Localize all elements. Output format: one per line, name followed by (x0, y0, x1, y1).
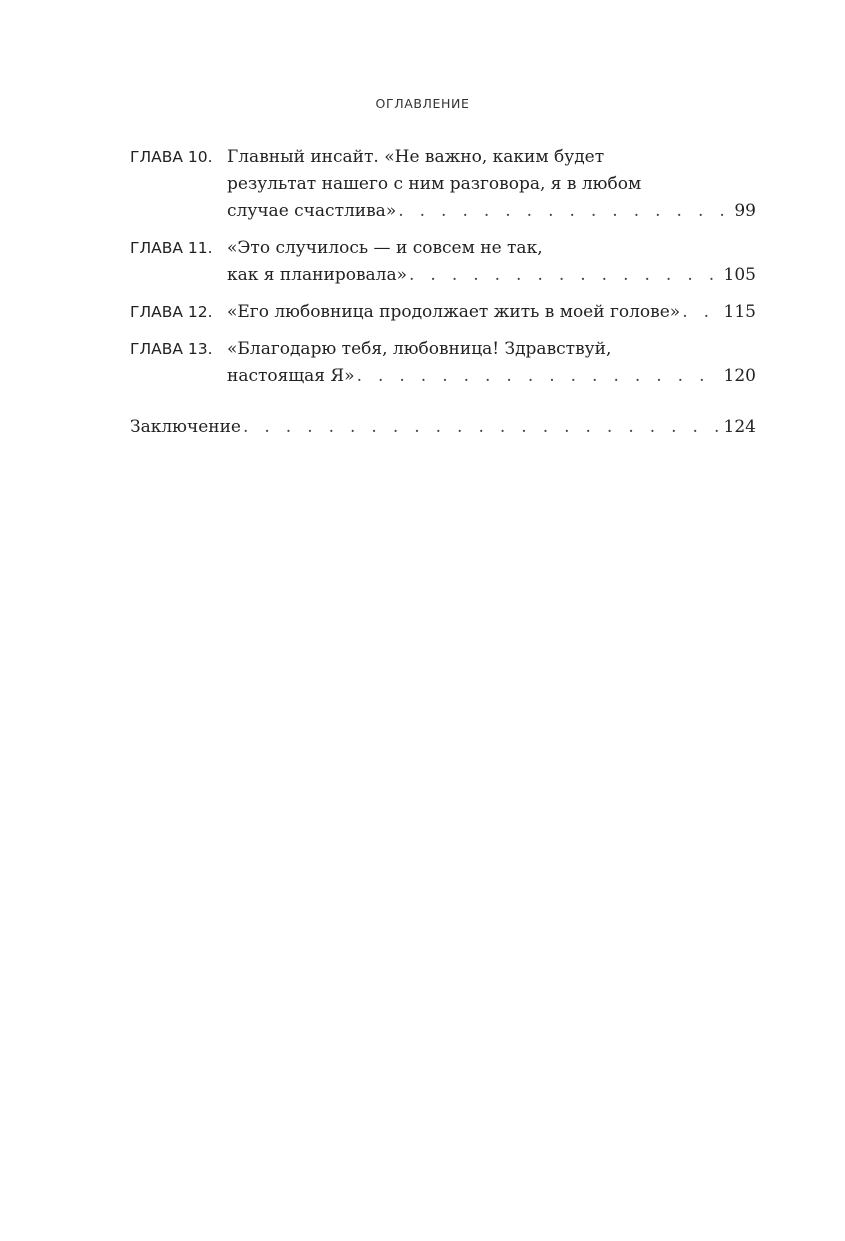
conclusion-line (130, 414, 756, 441)
chapter-title-line: результат нашего с ним разговора, я в любом (227, 174, 642, 194)
toc-entry-chapter-10 (130, 144, 756, 225)
chapter-title-last-line (227, 262, 756, 289)
dot-leader (682, 299, 719, 326)
chapter-title-line: Главный инсайт. «Не важно, каким будет (227, 147, 605, 167)
chapter-title-line: настоящая Я» (227, 366, 355, 386)
chapter-title-line: «Его любовница продолжает жить в моей голове» (227, 302, 681, 322)
toc-entry-chapter-11 (130, 235, 756, 289)
table-of-contents (130, 144, 756, 441)
page-number: 105 (723, 265, 756, 285)
chapter-title-last-line (227, 363, 756, 390)
chapter-label: ГЛАВА 12. (130, 303, 213, 321)
page-number: 115 (723, 302, 756, 322)
dot-leader (243, 414, 720, 441)
chapter-title (227, 144, 756, 225)
dot-leader (398, 198, 730, 225)
chapter-title-line: случае счастлива» (227, 201, 397, 221)
dot-leader (357, 363, 720, 390)
chapter-title (227, 336, 756, 390)
toc-entry-conclusion (130, 414, 756, 441)
dot-leader (409, 262, 720, 289)
chapter-title-last-line (227, 299, 756, 326)
page-number: 120 (723, 366, 756, 386)
chapter-label: ГЛАВА 11. (130, 239, 213, 257)
conclusion-label: Заключение (130, 417, 241, 437)
page-number: 124 (723, 417, 756, 437)
chapter-label: ГЛАВА 10. (130, 148, 213, 166)
chapter-title-line: «Благодарю тебя, любовница! Здравствуй, (227, 339, 612, 359)
chapter-title-line: как я планировала» (227, 265, 408, 285)
chapter-title-last-line (227, 198, 756, 225)
toc-entry-chapter-13 (130, 336, 756, 390)
chapter-label: ГЛАВА 13. (130, 340, 213, 358)
running-head: ОГЛАВЛЕНИЕ (375, 96, 470, 111)
chapter-title (227, 235, 756, 289)
page-number: 99 (734, 201, 756, 221)
toc-entry-chapter-12 (130, 299, 756, 326)
chapter-title-line: «Это случилось — и совсем не так, (227, 238, 543, 258)
chapter-title (227, 299, 756, 326)
